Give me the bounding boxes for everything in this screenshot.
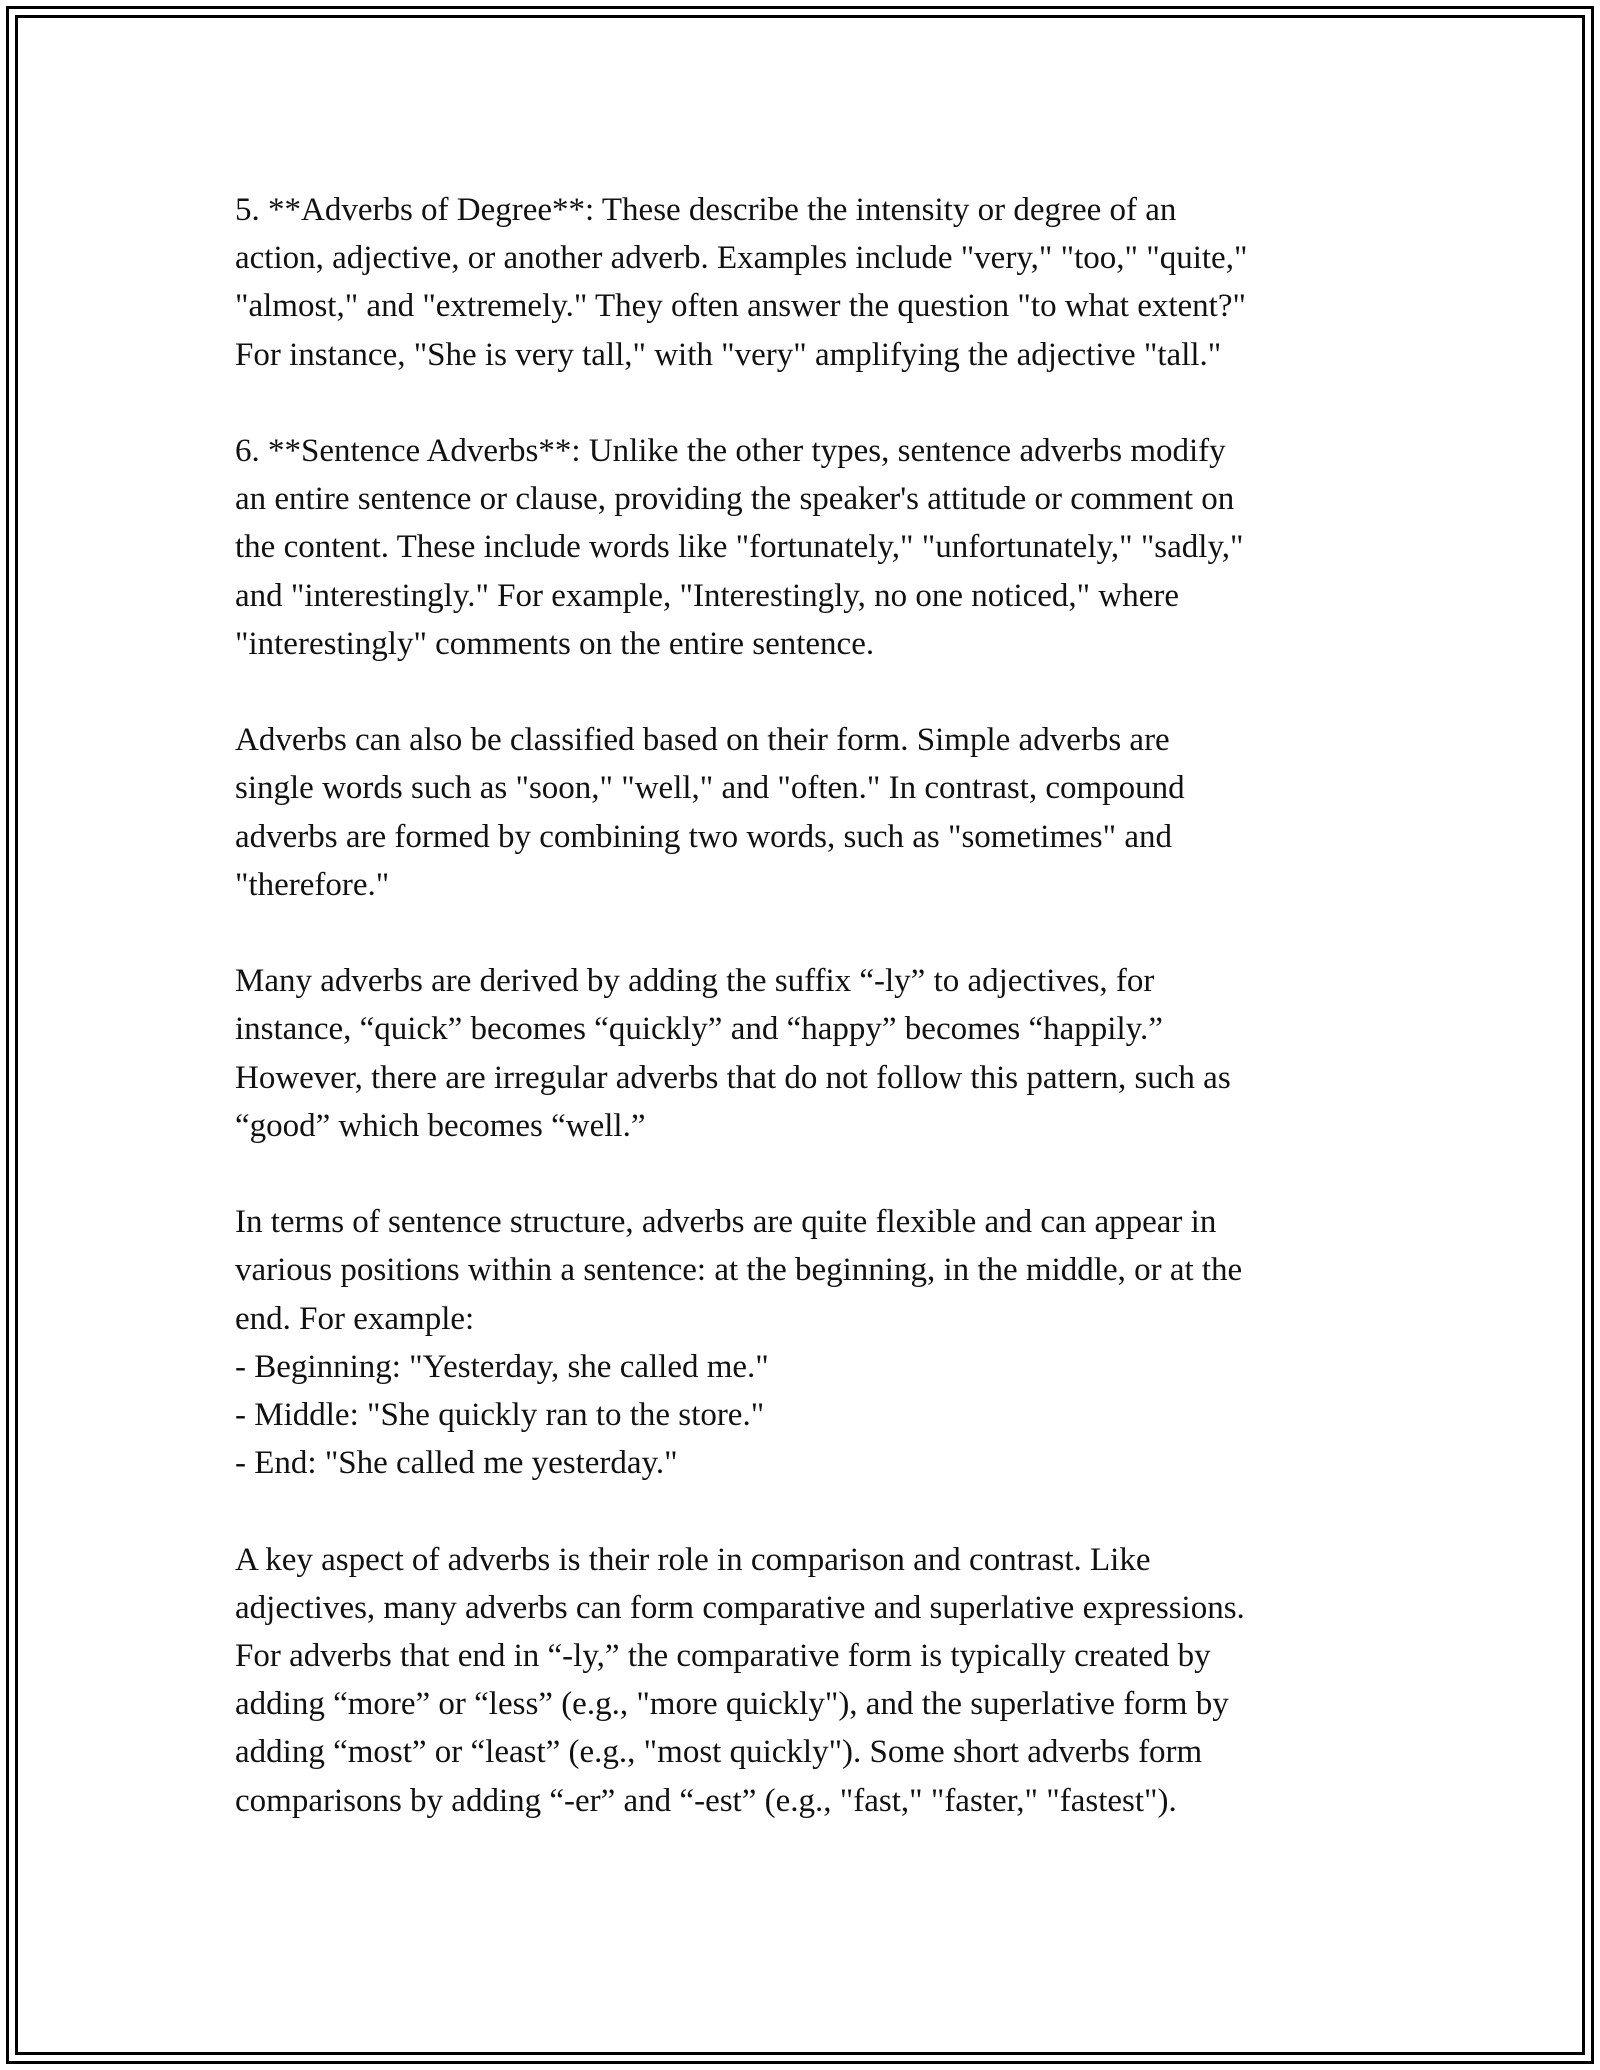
text-line: adding “more” or “less” (e.g., "more quickly"), and the superlative form by (235, 1686, 1229, 1723)
text-line: the content. These include words like "fortunately," "unfortunately," "sadly," (235, 529, 1244, 566)
text-line: 6. **Sentence Adverbs**: Unlike the other types, sentence adverbs modify (235, 433, 1226, 469)
text-line: “good” which becomes “well.” (235, 1107, 646, 1144)
text-line: end. For example: (235, 1300, 475, 1337)
paragraph-adverbs-of-degree (235, 186, 1375, 379)
text-line: instance, “quick” becomes “quickly” and “happy” becomes “happily.” (235, 1011, 1163, 1048)
text-line: For instance, "She is very tall," with "very" amplifying the adjective "tall." (235, 336, 1222, 373)
text-line: various positions within a sentence: at the beginning, in the middle, or at the (235, 1252, 1243, 1289)
text-line: However, there are irregular adverbs that do not follow this pattern, such as (235, 1059, 1231, 1096)
text-line: In terms of sentence structure, adverbs are quite flexible and can appear in (235, 1204, 1217, 1241)
text-line: "almost," and "extremely." They often answer the question "to what extent?" (235, 288, 1246, 325)
text-line: "therefore." (235, 866, 390, 903)
text-line: - Beginning: "Yesterday, she called me." (235, 1348, 769, 1385)
text-line: Many adverbs are derived by adding the suffix “-ly” to adjectives, for (235, 963, 1155, 1000)
paragraph-adverb-form (235, 716, 1375, 909)
text-line: adding “most” or “least” (e.g., "most quickly"). Some short adverbs form (235, 1734, 1203, 1771)
text-line: "interestingly" comments on the entire sentence. (235, 625, 875, 662)
text-line: single words such as "soon," "well," and "often." In contrast, compound (235, 770, 1185, 807)
text-line: Adverbs can also be classified based on their form. Simple adverbs are (235, 722, 1170, 759)
text-line: comparisons by adding “-er” and “-est” (e.g., "fast," "faster," "fastest"). (235, 1782, 1177, 1819)
text-line: - Middle: "She quickly ran to the store." (235, 1397, 765, 1434)
text-line: adjectives, many adverbs can form comparative and superlative expressions. (235, 1589, 1245, 1626)
text-line: - End: "She called me yesterday." (235, 1445, 678, 1482)
text-line: adverbs are formed by combining two words, such as "sometimes" and (235, 818, 1172, 855)
text-line: action, adjective, or another adverb. Examples include "very," "too," "quite," (235, 240, 1248, 277)
text-line: an entire sentence or clause, providing the speaker's attitude or comment on (235, 481, 1235, 518)
paragraph-comparison (235, 1536, 1375, 1825)
paragraph-sentence-adverbs (235, 427, 1375, 668)
text-line: For adverbs that end in “-ly,” the comparative form is typically created by (235, 1638, 1211, 1675)
paragraph-ly-suffix (235, 957, 1375, 1150)
text-line: and "interestingly." For example, "Interestingly, no one noticed," where (235, 577, 1180, 614)
document-body (235, 186, 1375, 1873)
paragraph-sentence-position (235, 1198, 1375, 1487)
text-line: A key aspect of adverbs is their role in comparison and contrast. Like (235, 1541, 1151, 1578)
text-line: 5. **Adverbs of Degree**: These describe the intensity or degree of an (235, 192, 1177, 228)
